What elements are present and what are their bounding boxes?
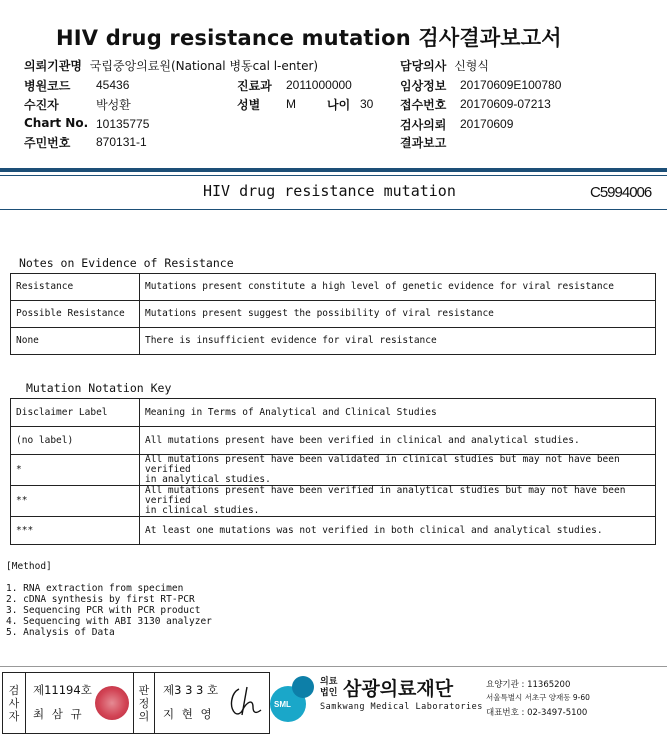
institution-row: [24, 57, 318, 74]
age-label: 나이: [327, 98, 351, 112]
section-subtitle: HIV drug resistance mutation: [203, 182, 456, 200]
org-type-line: 의료: [320, 677, 338, 687]
doctor-row: [400, 57, 489, 74]
approver-label-char: 판: [138, 683, 150, 697]
evidence-text: Mutations present suggest the possibility of viral resistance: [140, 301, 656, 328]
method-heading: [Method]: [6, 561, 52, 572]
rrn-label: 주민번호: [24, 136, 71, 150]
evidence-heading: Notes on Evidence of Resistance: [19, 256, 234, 270]
section-divider-top: [0, 168, 667, 172]
table-row: [11, 427, 656, 455]
age-value: 30: [360, 97, 374, 111]
method-step: 4. Sequencing with ABI 3130 analyzer: [6, 616, 212, 627]
inspector-label-char: 사: [8, 696, 20, 710]
org-name-en: Samkwang Medical Laboratories: [320, 702, 483, 712]
notation-table: [10, 398, 656, 545]
evidence-text: Mutations present constitute a high level of genetic evidence for viral resistance: [140, 274, 656, 301]
footer-divider: [0, 666, 667, 667]
report-title: HIV drug resistance mutation 검사결과보고서: [56, 26, 562, 50]
notation-line: All mutations present have been validated in clinical studies but may not have been verified: [145, 454, 620, 475]
notation-heading: Mutation Notation Key: [26, 381, 172, 395]
evidence-table: [10, 273, 656, 355]
chart-value: 10135775: [96, 117, 150, 131]
evidence-label: None: [11, 328, 140, 355]
org-name: 삼광의료재단: [343, 678, 454, 700]
department-label: 진료과: [237, 79, 272, 93]
receipt-no-label: 접수번호: [400, 98, 447, 112]
clinical-info-value: 20170609E100780: [460, 78, 562, 92]
inspector-label: [3, 673, 26, 733]
org-type: [320, 677, 337, 699]
notation-text: [140, 455, 656, 486]
org-type-line: 법인: [320, 688, 338, 698]
method-step: 1. RNA extraction from specimen: [6, 583, 184, 594]
table-row: [11, 455, 656, 486]
signature-box: [2, 672, 270, 734]
sml-logo-text: SML: [274, 700, 291, 709]
notation-line: in clinical studies.: [145, 505, 260, 516]
approver-label-char: 정: [138, 696, 150, 710]
notation-label: ***: [11, 517, 140, 545]
receipt-no-value: 20170609-07213: [460, 97, 551, 111]
org-phone: 대표번호 : 02-3497-5100: [486, 708, 588, 718]
inspector-license: 제11194호: [33, 683, 92, 697]
patient-value: 박성환: [96, 98, 131, 112]
inspector-label-char: 검: [8, 683, 20, 697]
notation-label: (no label): [11, 427, 140, 455]
method-step: 5. Analysis of Data: [6, 627, 115, 638]
sex-label: 성별: [237, 98, 261, 112]
approver-label: [133, 673, 155, 733]
table-row: [11, 274, 656, 301]
section-divider-thin: [0, 175, 667, 176]
hospital-code-value: 45436: [96, 78, 130, 92]
notation-col2-header: Meaning in Terms of Analytical and Clinical Studies: [140, 399, 656, 427]
table-row: [11, 328, 656, 355]
patient-label: 수진자: [24, 98, 59, 112]
table-row: [11, 399, 656, 427]
institution-label: 의뢰기관명: [24, 59, 82, 73]
inspector-seal: [95, 686, 129, 720]
table-row: [11, 486, 656, 517]
request-date-value: 20170609: [460, 117, 514, 131]
notation-text: [140, 486, 656, 517]
notation-line: At least one mutations was not verified in both clinical and analytical studies.: [145, 524, 603, 536]
notation-text: [140, 517, 656, 545]
notation-label: **: [11, 486, 140, 517]
test-code: C5994006: [590, 184, 652, 201]
evidence-text: There is insufficient evidence for viral resistance: [140, 328, 656, 355]
evidence-label: Resistance: [11, 274, 140, 301]
approver-label-char: 의: [138, 709, 150, 723]
org-license: 요양기관 : 11365200: [486, 680, 571, 690]
chart-label: Chart No.: [24, 116, 89, 130]
notation-line: in analytical studies.: [145, 474, 271, 485]
notation-label: *: [11, 455, 140, 486]
rrn-value: 870131-1: [96, 135, 147, 149]
notation-text: [140, 427, 656, 455]
approver-license: 제3 3 3 호: [163, 683, 219, 697]
doctor-label: 담당의사: [400, 59, 447, 73]
department-value: 2011000000: [286, 78, 352, 92]
evidence-label: Possible Resistance: [11, 301, 140, 328]
section-divider-bottom: [0, 209, 667, 210]
method-step: 3. Sequencing PCR with PCR product: [6, 605, 201, 616]
table-row: [11, 301, 656, 328]
table-row: [11, 517, 656, 545]
org-address: 서울특별시 서초구 양재동 9-60: [486, 693, 590, 702]
institution-value: 국립중앙의료원(National 병동cal l-enter): [89, 59, 319, 73]
hospital-code-label: 병원코드: [24, 79, 71, 93]
clinical-info-label: 임상정보: [400, 79, 447, 93]
notation-line: All mutations present have been verified in clinical and analytical studies.: [145, 434, 580, 446]
sex-value: M: [286, 97, 296, 111]
approver-signature: [225, 683, 265, 721]
doctor-value: 신형식: [454, 59, 489, 73]
sml-logo-accent: [292, 676, 314, 698]
approver-name: 지 현 영: [163, 707, 214, 721]
inspector-name: 최 삼 규: [33, 707, 84, 721]
result-report-label: 결과보고: [400, 136, 447, 150]
notation-col1-header: Disclaimer Label: [11, 399, 140, 427]
notation-line: All mutations present have been verified in analytical studies but may not have been verified: [145, 485, 626, 506]
method-step: 2. cDNA synthesis by first RT-PCR: [6, 594, 195, 605]
request-date-label: 검사의뢰: [400, 118, 447, 132]
inspector-label-char: 자: [8, 709, 20, 723]
method-list: [6, 583, 212, 638]
